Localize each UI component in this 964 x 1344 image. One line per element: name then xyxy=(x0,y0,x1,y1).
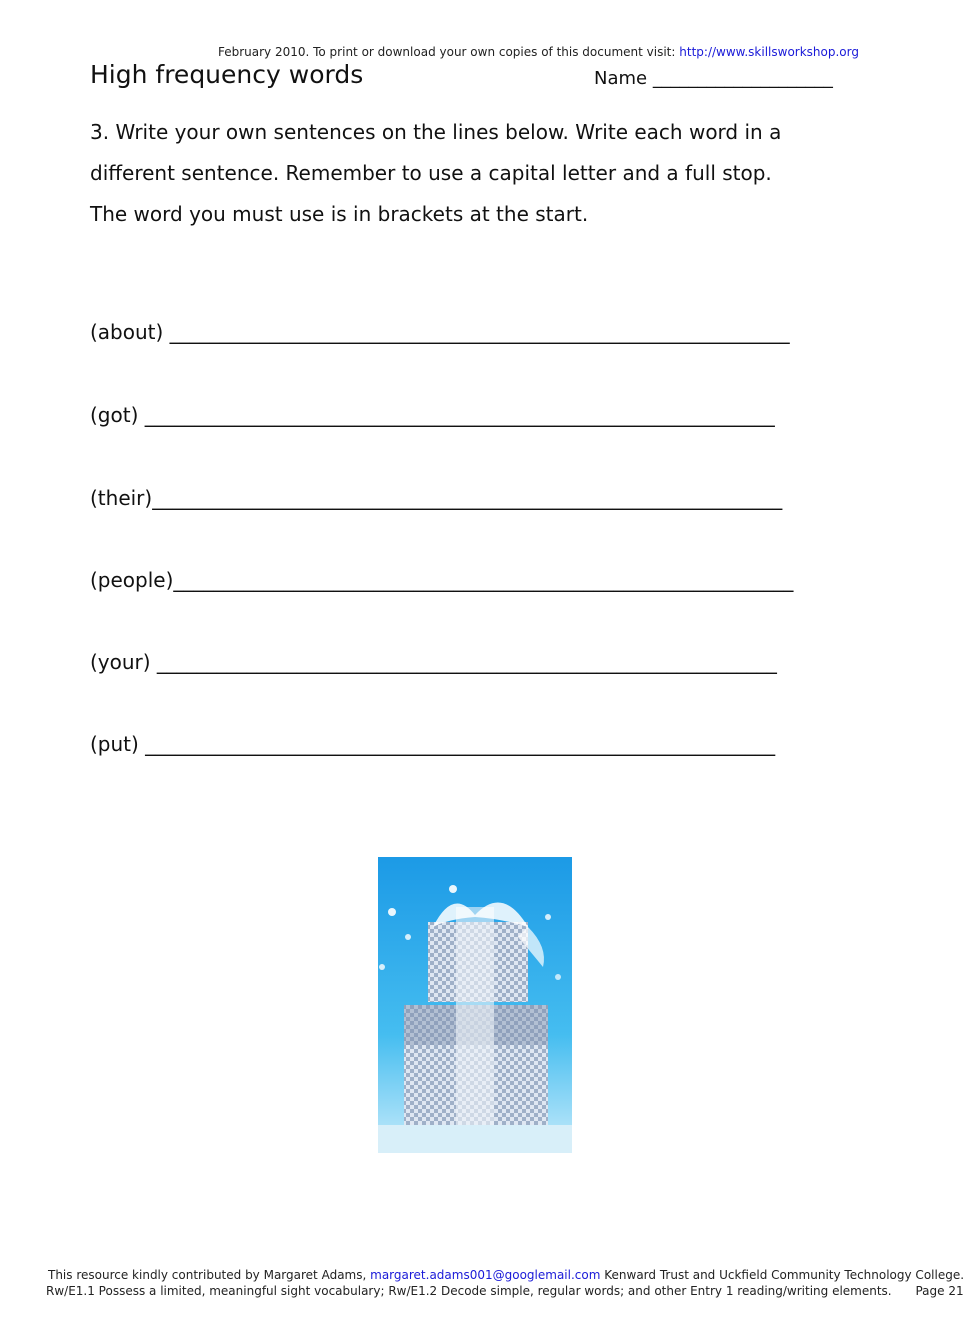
contributor-email-link[interactable]: margaret.adams001@googlemail.com xyxy=(370,1268,601,1282)
sentence-line-people[interactable]: (people)______________________________________________________________ xyxy=(90,568,794,592)
instruction-line-1: 3. Write your own sentences on the lines below. Write each word in a xyxy=(90,120,782,144)
footer-contributor xyxy=(48,1268,964,1282)
gift-boxes-icon xyxy=(378,857,572,1153)
sentence-line-your[interactable]: (your) ______________________________________________________________ xyxy=(90,650,777,674)
footer-org: Kenward Trust and Uckfield Community Technology College. xyxy=(604,1268,964,1282)
footer-standards-text: Rw/E1.1 Possess a limited, meaningful sight vocabulary; Rw/E1.2 Decode simple, regular words; and other Entry 1 reading/writing elements. xyxy=(46,1284,892,1298)
name-field[interactable]: Name ____________________ xyxy=(594,68,833,89)
footer-standards xyxy=(46,1284,964,1298)
download-note xyxy=(218,45,859,59)
footer-contributor-text: This resource kindly contributed by Margaret Adams, xyxy=(48,1268,367,1282)
sentence-line-about[interactable]: (about) ______________________________________________________________ xyxy=(90,320,790,344)
sentence-line-got[interactable]: (got) _______________________________________________________________ xyxy=(90,403,775,427)
page-title: High frequency words xyxy=(90,60,364,89)
instruction-line-2: different sentence. Remember to use a capital letter and a full stop. xyxy=(90,161,772,185)
sentence-line-their[interactable]: (their)_______________________________________________________________ xyxy=(90,486,783,510)
download-note-text: February 2010. To print or download your own copies of this document visit: xyxy=(217,45,676,59)
page-number: Page 21 xyxy=(915,1284,964,1298)
skillsworkshop-link[interactable]: http://www.skillsworkshop.org xyxy=(679,45,859,59)
instructions xyxy=(90,112,870,235)
sentence-line-put[interactable]: (put) _______________________________________________________________ xyxy=(90,732,776,756)
gift-boxes-picture xyxy=(378,857,572,1153)
instruction-line-3: The word you must use is in brackets at the start. xyxy=(90,202,589,226)
